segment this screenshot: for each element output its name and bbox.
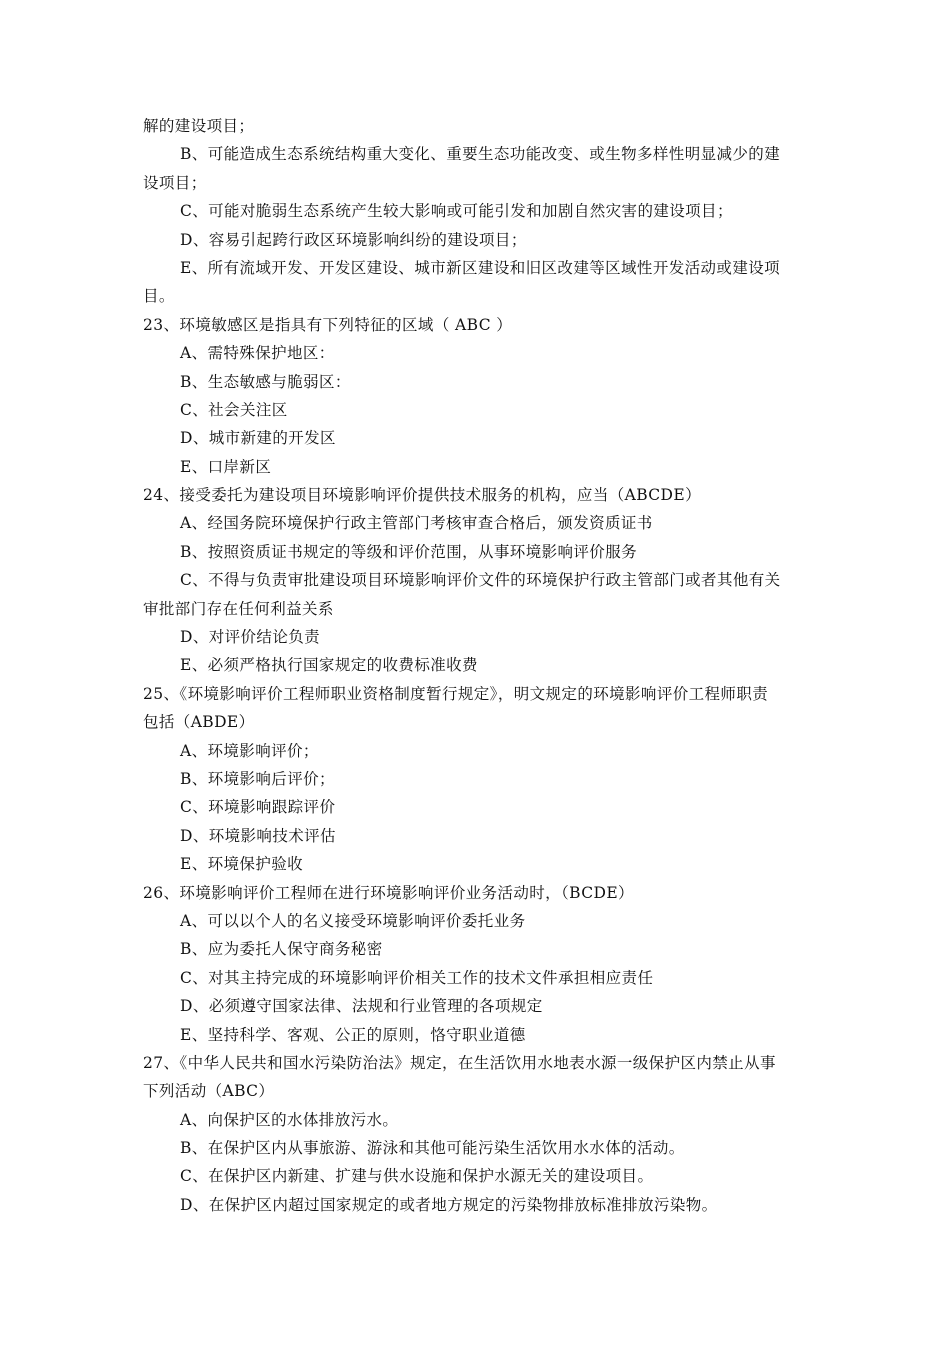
question-line: 24、接受委托为建设项目环境影响评价提供技术服务的机构，应当（ABCDE） <box>143 486 701 505</box>
option-line: E、必须严格执行国家规定的收费标准收费 <box>180 656 478 675</box>
option-line: D、城市新建的开发区 <box>180 429 336 448</box>
option-line: B、环境影响后评价； <box>180 769 335 788</box>
question-line: 审批部门存在任何利益关系 <box>143 599 334 618</box>
option-line: B、生态敏感与脆弱区： <box>180 372 351 391</box>
document-body <box>143 112 813 1219</box>
option-line: C、可能对脆弱生态系统产生较大影响或可能引发和加剧自然灾害的建设项目； <box>180 202 733 221</box>
question-line: 23、环境敏感区是指具有下列特征的区域（ ABC ） <box>143 315 513 334</box>
question-line: 解的建设项目； <box>143 117 255 135</box>
question-line: 目。 <box>143 287 175 306</box>
option-line: C、环境影响跟踪评价 <box>180 798 336 817</box>
option-line: E、环境保护验收 <box>180 855 304 874</box>
option-line: A、向保护区的水体排放污水。 <box>180 1110 399 1129</box>
option-line: D、必须遵守国家法律、法规和行业管理的各项规定 <box>180 997 543 1016</box>
option-line: C、不得与负责审批建设项目环境影响评价文件的环境保护行政主管部门或者其他有关 <box>180 571 781 590</box>
option-line: C、在保护区内新建、扩建与供水设施和保护水源无关的建设项目。 <box>180 1167 654 1186</box>
option-line: C、社会关注区 <box>180 400 288 419</box>
question-line: 27、《中华人民共和国水污染防治法》规定，在生活饮用水地表水源一级保护区内禁止从事 <box>143 1053 776 1072</box>
option-line: B、应为委托人保守商务秘密 <box>180 940 383 959</box>
option-line: D、容易引起跨行政区环境影响纠纷的建设项目； <box>180 230 527 249</box>
option-line: B、可能造成生态系统结构重大变化、重要生态功能改变、或生物多样性明显减少的建 <box>180 145 781 164</box>
option-line: C、对其主持完成的环境影响评价相关工作的技术文件承担相应责任 <box>180 968 654 987</box>
option-line: A、环境影响评价； <box>180 741 319 760</box>
question-line: 设项目； <box>143 173 207 192</box>
option-line: B、按照资质证书规定的等级和评价范围，从事环境影响评价服务 <box>180 542 637 561</box>
question-line: 26、环境影响评价工程师在进行环境影响评价业务活动时，（BCDE） <box>143 883 634 902</box>
question-line: 包括（ABDE） <box>143 713 255 732</box>
question-line: 25、《环境影响评价工程师职业资格制度暂行规定》，明文规定的环境影响评价工程师职责 <box>143 684 769 703</box>
option-line: D、环境影响技术评估 <box>180 826 336 845</box>
question-line: 下列活动（ABC） <box>143 1082 275 1101</box>
option-line: B、在保护区内从事旅游、游泳和其他可能污染生活饮用水水体的活动。 <box>180 1139 685 1158</box>
option-line: A、可以以个人的名义接受环境影响评价委托业务 <box>180 911 526 930</box>
option-line: D、在保护区内超过国家规定的或者地方规定的污染物排放标准排放污染物。 <box>180 1195 718 1214</box>
option-line: D、对评价结论负责 <box>180 628 321 647</box>
option-line: A、经国务院环境保护行政主管部门考核审查合格后，颁发资质证书 <box>180 514 653 533</box>
option-line: E、口岸新区 <box>180 457 272 476</box>
option-line: A、需特殊保护地区： <box>180 344 335 363</box>
option-line: E、坚持科学、客观、公正的原则，恪守职业道德 <box>180 1025 526 1044</box>
option-line: E、所有流域开发、开发区建设、城市新区建设和旧区改建等区域性开发活动或建设项 <box>180 258 781 277</box>
